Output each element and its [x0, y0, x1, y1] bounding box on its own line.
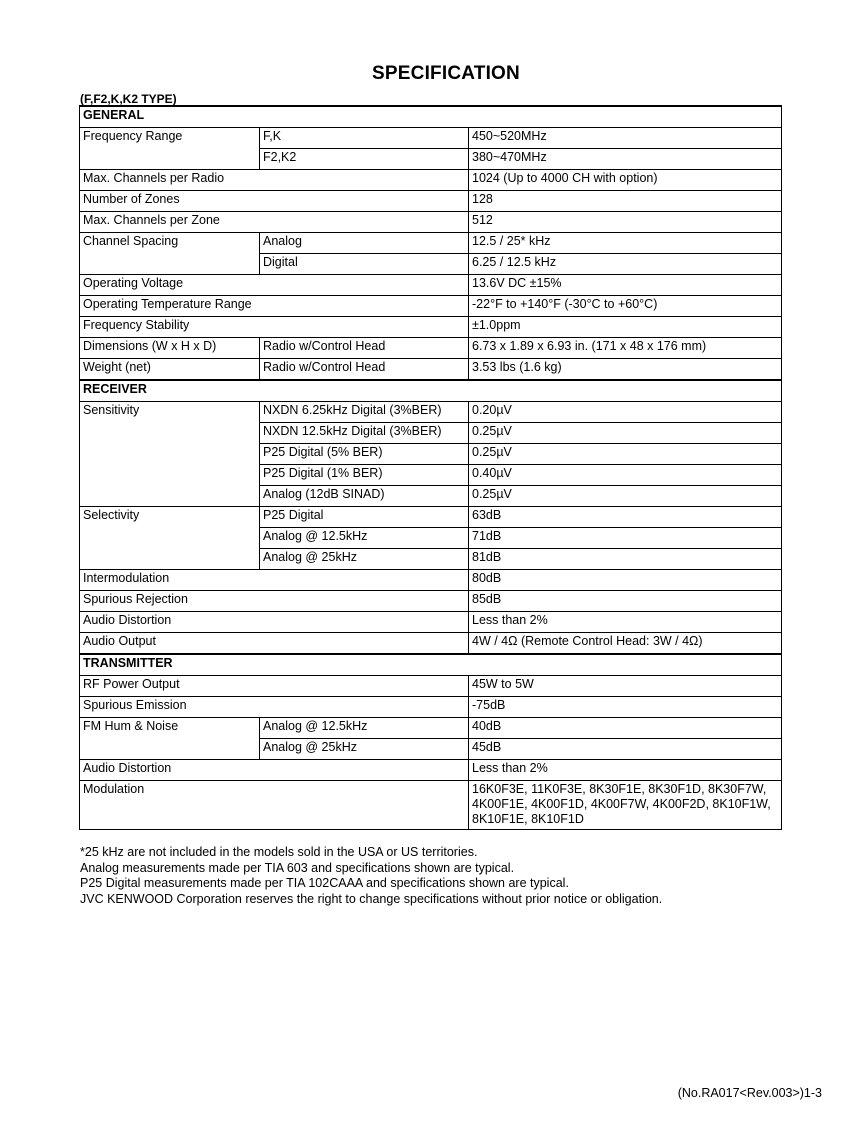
footnote: P25 Digital measurements made per TIA 102CAAA and specifications shown are typical. — [80, 876, 569, 890]
spec-value: Less than 2% — [469, 612, 782, 633]
spec-sub: Analog @ 12.5kHz — [260, 718, 469, 739]
spec-label: Spurious Rejection — [80, 591, 469, 612]
spec-label: FM Hum & Noise — [80, 718, 260, 760]
footnotes — [80, 845, 662, 907]
spec-value: 380~470MHz — [469, 149, 782, 170]
spec-sub: Analog (12dB SINAD) — [260, 486, 469, 507]
spec-value: 45dB — [469, 739, 782, 760]
table-row — [80, 212, 782, 233]
spec-sub: P25 Digital — [260, 507, 469, 528]
table-row — [80, 781, 782, 830]
page-title: SPECIFICATION — [372, 63, 520, 84]
spec-value: 71dB — [469, 528, 782, 549]
spec-value: 3.53 lbs (1.6 kg) — [469, 359, 782, 381]
footnote: JVC KENWOOD Corporation reserves the right to change specifications without prior notice or obligation. — [80, 891, 663, 906]
table-row — [80, 570, 782, 591]
table-row — [80, 591, 782, 612]
footnote: *25 kHz are not included in the models sold in the USA or US territories. — [80, 845, 478, 859]
spec-value: 81dB — [469, 549, 782, 570]
spec-value: 12.5 / 25* kHz — [469, 233, 782, 254]
spec-label: Operating Temperature Range — [80, 296, 469, 317]
spec-value: 6.73 x 1.89 x 6.93 in. (171 x 48 x 176 mm) — [469, 338, 782, 359]
spec-value: 16K0F3E, 11K0F3E, 8K30F1E, 8K30F1D, 8K30F7W, 4K00F1E, 4K00F1D, 4K00F7W, 4K00F2D, 8K10F1W, 8K10F1E, 8K10F1D — [469, 781, 782, 830]
spec-label: Max. Channels per Radio — [80, 170, 469, 191]
spec-sub: Digital — [260, 254, 469, 275]
spec-sub: F,K — [260, 128, 469, 149]
footnote: Analog measurements made per TIA 603 and specifications shown are typical. — [80, 860, 515, 875]
table-row — [80, 612, 782, 633]
spec-sub: P25 Digital (5% BER) — [260, 444, 469, 465]
spec-sub: Analog — [260, 233, 469, 254]
spec-sub: Radio w/Control Head — [260, 338, 469, 359]
table-row — [80, 402, 782, 423]
table-row — [80, 170, 782, 191]
table-row — [80, 697, 782, 718]
spec-label: Number of Zones — [80, 191, 469, 212]
spec-label: Modulation — [80, 781, 469, 830]
spec-sub: NXDN 6.25kHz Digital (3%BER) — [260, 402, 469, 423]
spec-sub: NXDN 12.5kHz Digital (3%BER) — [260, 423, 469, 444]
spec-value: 0.25µV — [469, 423, 782, 444]
spec-value: 0.25µV — [469, 486, 782, 507]
table-row — [80, 233, 782, 254]
spec-label: Channel Spacing — [80, 233, 260, 275]
table-row — [80, 359, 782, 381]
table-row — [80, 654, 782, 676]
section-header-receiver: RECEIVER — [80, 380, 782, 402]
spec-value: Less than 2% — [469, 760, 782, 781]
table-row — [80, 633, 782, 655]
spec-value: 1024 (Up to 4000 CH with option) — [469, 170, 782, 191]
table-row — [80, 718, 782, 739]
spec-value: 85dB — [469, 591, 782, 612]
table-row — [80, 380, 782, 402]
table-row — [80, 128, 782, 149]
spec-label: Audio Output — [80, 633, 469, 655]
table-row — [80, 275, 782, 296]
spec-label: Selectivity — [80, 507, 260, 570]
spec-value: 128 — [469, 191, 782, 212]
page-footer: (No.RA017<Rev.003>)1-3 — [677, 1086, 822, 1100]
table-row — [80, 296, 782, 317]
spec-value: 40dB — [469, 718, 782, 739]
type-label: (F,F2,K,K2 TYPE) — [80, 92, 177, 106]
table-row — [80, 676, 782, 697]
spec-value: 6.25 / 12.5 kHz — [469, 254, 782, 275]
section-header-general: GENERAL — [80, 106, 782, 128]
spec-sub: Analog @ 25kHz — [260, 549, 469, 570]
spec-sub: Analog @ 12.5kHz — [260, 528, 469, 549]
section-header-transmitter: TRANSMITTER — [80, 654, 782, 676]
spec-sub: P25 Digital (1% BER) — [260, 465, 469, 486]
table-row — [80, 317, 782, 338]
spec-sub: Analog @ 25kHz — [260, 739, 469, 760]
table-row — [80, 760, 782, 781]
spec-sub: F2,K2 — [260, 149, 469, 170]
table-row — [80, 507, 782, 528]
spec-label: Frequency Stability — [80, 317, 469, 338]
spec-value: -75dB — [469, 697, 782, 718]
spec-value: 512 — [469, 212, 782, 233]
spec-label: Weight (net) — [80, 359, 260, 381]
spec-label: Sensitivity — [80, 402, 260, 507]
spec-label: Frequency Range — [80, 128, 260, 170]
spec-value: -22°F to +140°F (-30°C to +60°C) — [469, 296, 782, 317]
spec-table — [79, 105, 782, 830]
table-row — [80, 338, 782, 359]
spec-label: Operating Voltage — [80, 275, 469, 296]
spec-label: Intermodulation — [80, 570, 469, 591]
spec-label: Audio Distortion — [80, 612, 469, 633]
spec-value: ±1.0ppm — [469, 317, 782, 338]
table-row — [80, 191, 782, 212]
spec-value: 0.40µV — [469, 465, 782, 486]
spec-value: 45W to 5W — [469, 676, 782, 697]
table-row — [80, 106, 782, 128]
spec-label: Dimensions (W x H x D) — [80, 338, 260, 359]
spec-sub: Radio w/Control Head — [260, 359, 469, 381]
spec-value: 80dB — [469, 570, 782, 591]
spec-value: 0.20µV — [469, 402, 782, 423]
spec-label: Spurious Emission — [80, 697, 469, 718]
spec-value: 13.6V DC ±15% — [469, 275, 782, 296]
spec-label: Audio Distortion — [80, 760, 469, 781]
spec-value: 450~520MHz — [469, 128, 782, 149]
spec-label: Max. Channels per Zone — [80, 212, 469, 233]
spec-value: 0.25µV — [469, 444, 782, 465]
spec-value: 63dB — [469, 507, 782, 528]
spec-label: RF Power Output — [80, 676, 469, 697]
spec-value: 4W / 4Ω (Remote Control Head: 3W / 4Ω) — [469, 633, 782, 655]
